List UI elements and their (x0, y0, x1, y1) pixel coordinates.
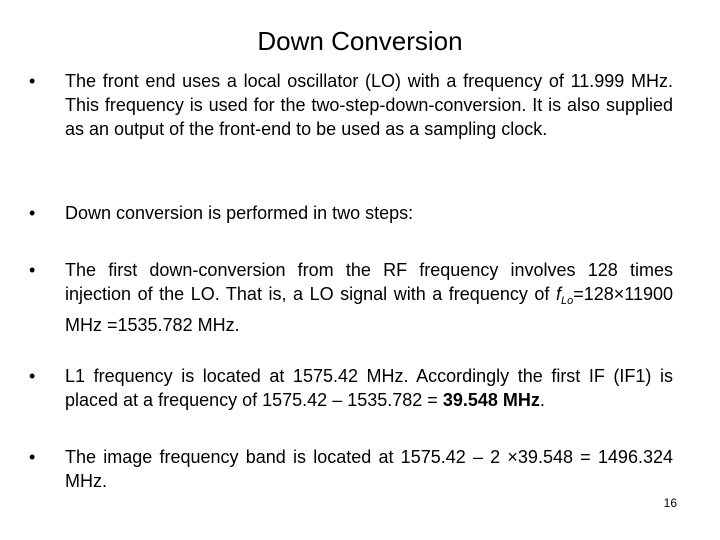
bullet-1 (29, 69, 673, 141)
bullet-marker: • (29, 203, 36, 223)
page-number: 16 (663, 496, 677, 510)
bullet-marker: • (29, 447, 36, 467)
bullet-2 (29, 201, 673, 225)
lo-frequency-symbol: $f_{Lo}$ (555, 284, 574, 307)
bullet-3-text-before: The first down-conversion from the RF frequency involves 128 times injection of the LO. That is, a LO signal with a frequency of (65, 260, 673, 304)
bullet-5-text: The image frequency band is located at 1575.42 – 2 ×39.548 = 1496.324 MHz. (65, 447, 673, 491)
bullet-marker: • (29, 366, 36, 386)
bullet-2-text: Down conversion is performed in two steps: (65, 203, 414, 223)
bullet-1-text: The front end uses a local oscillator (LO) with a frequency of 11.999 MHz. This frequency is used for the two-step-down-conversion. It is also supplied as an output of the front-end to be used as a sampling clock. (65, 71, 673, 139)
slide-title: Down Conversion (257, 26, 463, 56)
if1-frequency-value: 39.548 MHz (442, 390, 540, 410)
bullet-4-text-after: . (539, 390, 545, 410)
bullet-4 (29, 364, 673, 412)
bullet-4-text-before: L1 frequency is located at 1575.42 MHz. Accordingly the first IF (IF1) is placed at a frequency of 1575.42 – 1535.782 = (65, 366, 673, 410)
bullet-marker: • (29, 260, 36, 280)
bullet-3-text-after: =128×11900 MHz =1535.782 MHz. (65, 284, 673, 335)
bullet-5 (29, 445, 673, 493)
bullet-3 (29, 258, 673, 337)
bullet-marker: • (29, 71, 36, 91)
